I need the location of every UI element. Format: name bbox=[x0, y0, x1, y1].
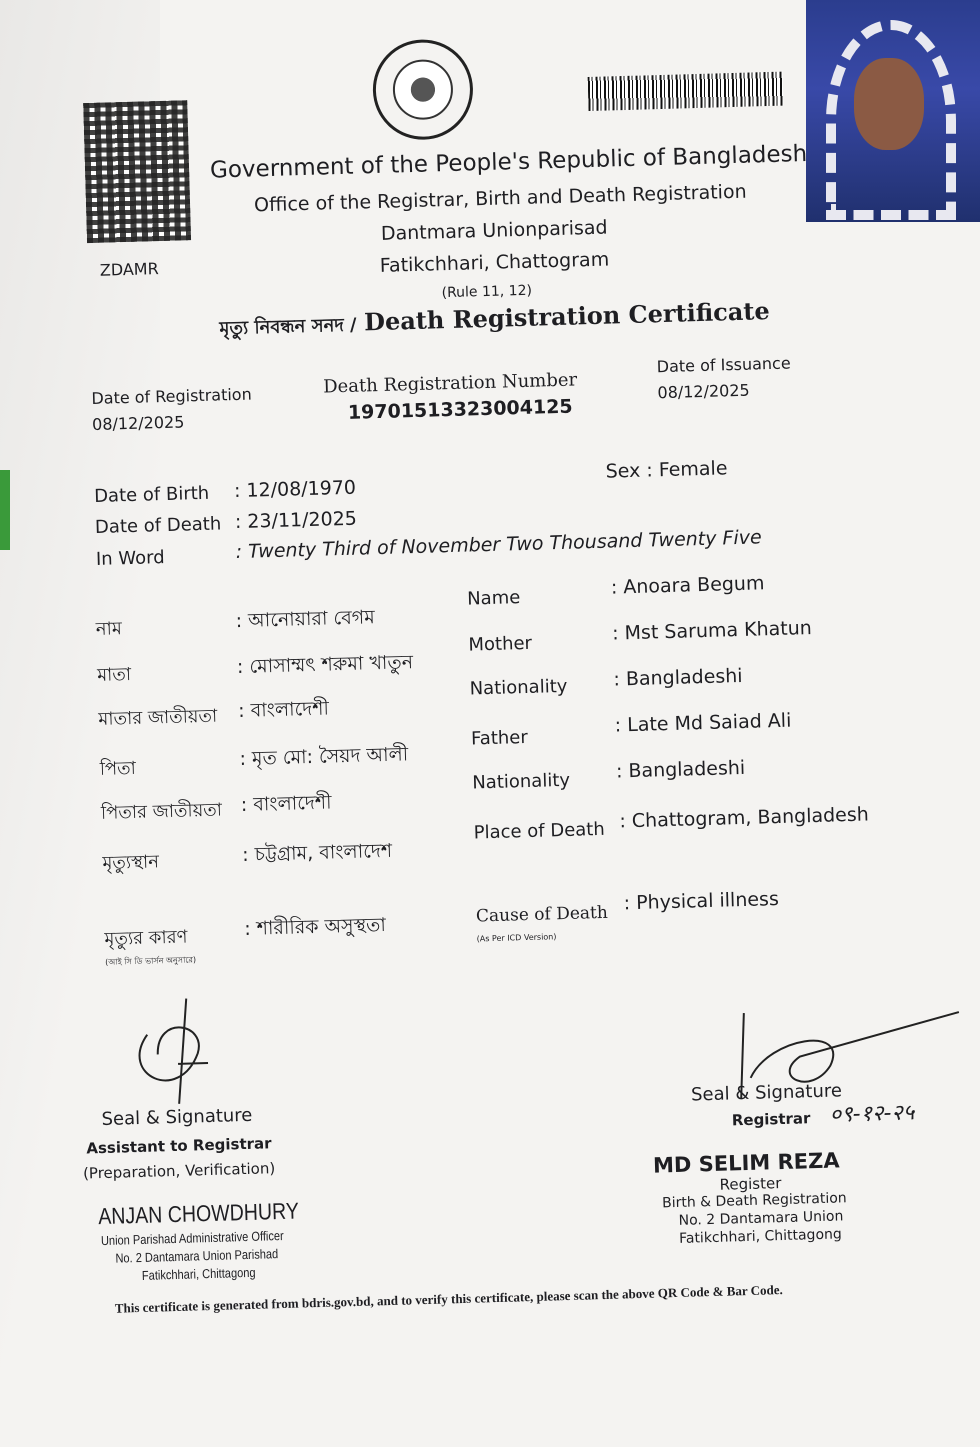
handwritten-date: ०९-१२-२५ bbox=[829, 1100, 915, 1128]
right-line-4: Fatikchhari, Chittagong bbox=[678, 1226, 843, 1247]
title-bn: মৃত্যু নিবন্ধন সনদ / bbox=[219, 314, 357, 340]
date-of-registration-label: Date of Registration bbox=[91, 384, 252, 409]
assistant-signature bbox=[116, 992, 229, 1115]
bn-father-nationality-value: : বাংলাদেশী bbox=[240, 791, 332, 816]
mother-nationality-value: : Bangladeshi bbox=[613, 664, 743, 691]
inword-label: In Word bbox=[95, 547, 165, 570]
name-value: : Anoara Begum bbox=[610, 572, 765, 599]
registration-number: 19701513323004125 bbox=[347, 395, 573, 424]
government-seal bbox=[372, 38, 475, 141]
mother-label: Mother bbox=[468, 632, 533, 656]
mother-nationality-label: Nationality bbox=[469, 675, 568, 700]
sex: Sex : Female bbox=[605, 457, 728, 483]
bn-place-label: মৃত্যুস্থান bbox=[102, 851, 160, 874]
certificate-title bbox=[219, 296, 770, 345]
dob-label: Date of Birth bbox=[93, 482, 210, 507]
date-of-issuance-label: Date of Issuance bbox=[656, 353, 791, 377]
bn-father-value: : মৃত মো: সৈয়দ আলী bbox=[239, 743, 409, 771]
bn-mother-nationality-label: মাতার জাতীয়তা bbox=[98, 705, 218, 730]
dod-value: : 23/11/2025 bbox=[234, 507, 358, 534]
inword-value: : Twenty Third of November Two Thousand Twenty Five bbox=[235, 526, 762, 564]
right-seal-label: Seal & Signature bbox=[690, 1080, 843, 1106]
right-role: Registrar bbox=[731, 1109, 811, 1130]
office-title: Office of the Registrar, Birth and Death Registration bbox=[253, 180, 747, 217]
father-nationality-label: Nationality bbox=[472, 769, 571, 794]
rule: (Rule 11, 12) bbox=[441, 282, 533, 302]
date-of-registration: 08/12/2025 bbox=[91, 412, 185, 434]
left-line-3: Fatikchhari, Chittagong bbox=[141, 1264, 256, 1283]
left-name: ANJAN CHOWDHURY bbox=[97, 1197, 300, 1230]
father-label: Father bbox=[470, 726, 529, 750]
dob-value: : 12/08/1970 bbox=[233, 476, 357, 503]
bn-name-label: নাম bbox=[95, 618, 123, 640]
bn-place-value: : চট্টগ্রাম, বাংলাদেশ bbox=[241, 839, 393, 866]
bn-cause-note: (আই সি ডি ভার্সন অনুসারে) bbox=[105, 955, 197, 967]
place-of-death-value: : Chattogram, Bangladesh bbox=[619, 803, 870, 833]
father-nationality-value: : Bangladeshi bbox=[615, 756, 746, 783]
bn-mother-value: : মোসাম্মৎ শরুমা খাতুন bbox=[236, 651, 414, 679]
title-en: Death Registration Certificate bbox=[363, 296, 771, 337]
bn-father-label: পিতা bbox=[99, 757, 137, 780]
father-value: : Late Md Saiad Ali bbox=[614, 709, 792, 737]
date-of-issuance: 08/12/2025 bbox=[657, 380, 750, 403]
dod-label: Date of Death bbox=[94, 513, 222, 538]
location: Fatikchhari, Chattogram bbox=[379, 248, 610, 277]
bn-cause-value: : শারীরিক অসুস্থতা bbox=[243, 913, 387, 940]
cause-of-death-value: : Physical illness bbox=[623, 888, 780, 915]
bn-mother-label: মাতা bbox=[96, 664, 132, 686]
cause-of-death-note: (As Per ICD Version) bbox=[476, 932, 557, 944]
barcode[interactable] bbox=[588, 72, 784, 111]
right-name: MD SELIM REZA bbox=[652, 1148, 840, 1178]
registration-number-label: Death Registration Number bbox=[322, 369, 578, 398]
name-label: Name bbox=[466, 587, 521, 610]
bn-mother-nationality-value: : বাংলাদেশী bbox=[237, 697, 330, 723]
qr-caption: ZDAMR bbox=[99, 259, 159, 280]
footer-note: This certificate is generated from bdris.gov.bd, and to verify this certificate, please scan the above QR Code & Bar Code. bbox=[114, 1282, 784, 1316]
qr-code[interactable] bbox=[83, 100, 191, 243]
left-role: Assistant to Registrar bbox=[86, 1134, 272, 1158]
government-title: Government of the People's Republic of Bangladesh bbox=[209, 140, 808, 184]
mother-value: : Mst Saruma Khatun bbox=[611, 616, 813, 645]
cause-of-death-label: Cause of Death bbox=[475, 902, 609, 927]
place-of-death-label: Place of Death bbox=[473, 818, 606, 844]
bn-cause-label: মৃত্যুর কারণ bbox=[104, 926, 188, 950]
left-line-1: Union Parishad Administrative Officer bbox=[100, 1227, 284, 1249]
right-line-1: Register bbox=[719, 1174, 782, 1194]
bn-name-value: : আনোয়ারা বেগম bbox=[235, 606, 376, 633]
right-line-3: No. 2 Dantamara Union bbox=[678, 1208, 844, 1229]
left-seal-label: Seal & Signature bbox=[101, 1104, 253, 1131]
bn-father-nationality-label: পিতার জাতীয়তা bbox=[100, 799, 223, 824]
left-line-2: No. 2 Dantamara Union Parishad bbox=[115, 1246, 279, 1266]
union-name: Dantmara Unionparisad bbox=[380, 216, 608, 245]
left-sub: (Preparation, Verification) bbox=[82, 1159, 276, 1183]
right-line-2: Birth & Death Registration bbox=[661, 1190, 847, 1212]
